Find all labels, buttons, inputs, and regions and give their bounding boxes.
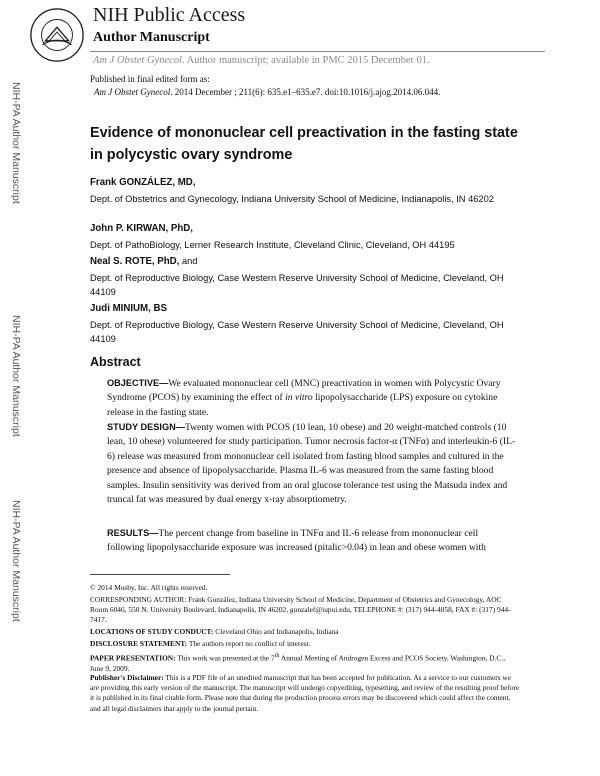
presentation-text-a: This work was presented at the 7 (175, 653, 275, 663)
author-name: John P. KIRWAN, PhD, (90, 223, 193, 234)
design-label: STUDY DESIGN— (107, 422, 185, 432)
design-text: Twenty women with PCOS (10 lean, 10 obese) and 20 weight-matched controls (10 lean, 10 obese) volunteered for study participation. Tumor necrosis factor-α (TNFα) and interleukin-6 (IL-6) release was measured from mononuclear cell isolated from fasting blood samples and cultured in the presence and absence of lipopolysaccharide. Plasma IL-6 was measured from the same fasting blood samples. Insulin sensitivity was derived from an oral glucose tolerance test using the Matsuda index and truncal fat was measured by dual energy x-ray absorptiometry. (107, 422, 516, 506)
abstract-study-design (107, 420, 517, 507)
objective-text-a: We evaluated mononuclear cell (MNC) preactivation in women with Polycystic Ovary Syndrome (PCOS) by examining the effect of (107, 378, 501, 404)
abstract-heading: Abstract (90, 355, 141, 369)
locations-label: LOCATIONS OF STUDY CONDUCT: (90, 627, 214, 636)
footnote-disclaimer (90, 673, 520, 714)
author-block (90, 222, 530, 252)
published-block (90, 73, 440, 99)
header-subtitle: Author Manuscript (93, 30, 210, 45)
footnote-divider (90, 574, 230, 575)
footnote-disclosure (90, 639, 520, 649)
footnote-locations (90, 627, 520, 637)
objective-label: OBJECTIVE— (107, 378, 169, 388)
published-details: . 2014 December ; 211(6): 635.e1–635.e7. doi:10.1016/j.ajog.2014.06.044. (170, 87, 441, 97)
results-label: RESULTS— (107, 528, 159, 538)
abstract-results (107, 526, 517, 556)
footnote-copyright: © 2014 Mosby, Inc. All rights reserved. (90, 583, 208, 592)
author-affiliation: Dept. of PathoBiology, Lerner Research Institute, Cleveland Clinic, Cleveland, OH 44195 (90, 240, 455, 250)
abstract-objective (107, 376, 517, 420)
author-affiliation: Dept. of Reproductive Biology, Case Western Reserve University School of Medicine, Cleveland, OH 44109 (90, 320, 504, 344)
author-affiliation: Dept. of Reproductive Biology, Case Western Reserve University School of Medicine, Cleveland, OH 44109 (90, 273, 504, 297)
disclosure-text: The authors report no conflict of interest. (187, 639, 311, 648)
footnote-presentation (90, 651, 520, 674)
footnote-corresponding: CORRESPONDING AUTHOR: Frank González, Indiana University School of Medicine, Department of Obstetrics and Gynecology, AOC Room 6046, 550 N. University Boulevard, Indianapolis, IN 46202, gonzalef@iupui.edu, TELEPHONE #: (317) 944-4058, FAX #: (317) 944-7417. (90, 595, 511, 625)
published-journal: Am J Obstet Gynecol (94, 87, 171, 97)
results-text: The percent change from baseline in TNFα and IL-6 release from mononuclear cell following lipopolysaccharide exposure was increased (pitalic>0.04) in lean and obese women with (107, 528, 486, 554)
nih-seal-logo (28, 6, 86, 64)
objective-text-em: in vitro (285, 392, 313, 404)
header-citation-journal: Am J Obstet Gynecol (93, 55, 182, 66)
disclosure-label: DISCLOSURE STATEMENT: (90, 639, 188, 648)
sidebar-label-2: NIH-PA Author Manuscript (10, 315, 22, 437)
presentation-sup: th (274, 653, 280, 659)
presentation-text-b: Annual Meeting of Androgen Excess and PCOS Society, Washington, D.C., June 9, 2009. (90, 653, 506, 673)
author-suffix: and (179, 256, 198, 266)
header-divider (90, 51, 545, 52)
locations-text: Cleveland Ohio and Indianapolis, Indiana (213, 627, 339, 636)
author-name: Neal S. ROTE, PhD, (90, 256, 180, 267)
sidebar-label-1: NIH-PA Author Manuscript (10, 82, 22, 204)
header-citation (93, 55, 430, 66)
presentation-label: PAPER PRESENTATION: (90, 653, 176, 663)
author-name: Frank GONZÁLEZ, MD, (90, 177, 196, 188)
author-block (90, 254, 530, 299)
disclaimer-text: This is a PDF file of an unedited manuscript that has been accepted for publication. As a service to our customers we are providing this early version of the manuscript. The manuscript will undergo copyediting, typesetting, and review of the resulting proof before it is published in its final citable form. Please note that during the production process errors may be discovered which could affect the content, and all legal disclaimers that apply to the journal pertain. (90, 673, 520, 713)
objective-text-b: lipopolysaccharide (LPS) exposure on cytokine release in the fasting state. (107, 392, 498, 418)
article-title: Evidence of mononuclear cell preactivation in the fasting state in polycystic ovary syndrome (90, 125, 518, 163)
published-citation (90, 86, 440, 99)
header-citation-rest: . Author manuscript; available in PMC 2015 December 01. (181, 55, 430, 66)
author-block (90, 176, 530, 206)
author-name: Judi MINIUM, BS (90, 303, 167, 314)
published-label: Published in final edited form as: (90, 74, 210, 84)
disclaimer-label: Publisher's Disclaimer: (90, 673, 164, 682)
author-block (90, 302, 530, 346)
author-affiliation: Dept. of Obstetrics and Gynecology, Indiana University School of Medicine, Indianapolis, IN 46202 (90, 194, 494, 204)
sidebar-label-3: NIH-PA Author Manuscript (10, 500, 22, 622)
header-title: NIH Public Access (93, 4, 246, 26)
